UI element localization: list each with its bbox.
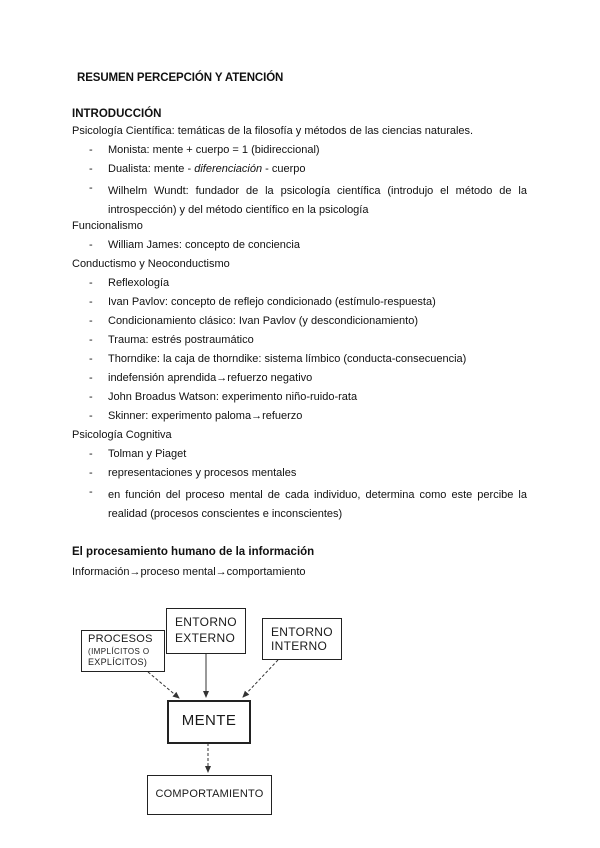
- list-dash: -: [89, 448, 93, 460]
- paragraph: Psicología Científica: temáticas de la filosofía y métodos de las ciencias naturales.: [72, 125, 474, 137]
- processing-line: Información→proceso mental→comportamiento: [72, 566, 306, 578]
- document-title: RESUMEN PERCEPCIÓN Y ATENCIÓN: [77, 72, 284, 84]
- list-dash: -: [89, 296, 93, 308]
- list-dash: -: [89, 277, 93, 289]
- comportamiento-label: COMPORTAMIENTO: [155, 788, 264, 800]
- list-item-text: Monista: mente + cuerpo = 1 (bidireccional): [108, 144, 320, 156]
- list-item-text: representaciones y procesos mentales: [108, 467, 297, 479]
- list-dash: -: [89, 467, 93, 479]
- list-dash: -: [89, 391, 93, 403]
- list-dash: -: [89, 144, 93, 156]
- list-item-text: Reflexología: [108, 277, 170, 289]
- list-dash: -: [89, 163, 93, 175]
- list-dash: -: [89, 486, 93, 498]
- mente-label: MENTE: [181, 712, 237, 729]
- arrow-interno-mente: [243, 660, 278, 697]
- externo-line1: ENTORNO: [175, 615, 237, 629]
- procesos-sub2: EXPLÍCITOS): [88, 657, 148, 667]
- list-item-text: Trauma: estrés postraumático: [108, 334, 254, 346]
- list-dash: -: [89, 182, 93, 194]
- list-item-text-part: Dualista: mente -: [108, 163, 195, 175]
- list-item-text: Thorndike: la caja de thorndike: sistema límbico (conducta-consecuencia): [108, 353, 467, 365]
- list-item-text: [108, 163, 306, 175]
- list-item-text: Tolman y Piaget: [108, 448, 187, 460]
- list-dash: -: [89, 239, 93, 251]
- processing-diagram: [78, 600, 378, 830]
- list-item-text: Wilhelm Wundt: fundador de la psicología científica (introdujo el método de la introspección) y del método científico en la psicología: [108, 185, 527, 216]
- paragraph: Funcionalismo: [72, 220, 143, 232]
- procesos-label: PROCESOS: [88, 633, 153, 645]
- paragraph: Psicología Cognitiva: [72, 429, 172, 441]
- list-item-text: Ivan Pavlov: concepto de reflejo condicionado (estímulo-respuesta): [108, 296, 436, 308]
- list-item-text: William James: concepto de conciencia: [108, 239, 300, 251]
- list-item-text: indefensión aprendida→refuerzo negativo: [108, 372, 313, 384]
- mente-box: [167, 700, 251, 744]
- list-item-text-part: - cuerpo: [262, 163, 306, 175]
- list-item-text: John Broadus Watson: experimento niño-ruido-rata: [108, 391, 358, 403]
- list-dash: -: [89, 334, 93, 346]
- comportamiento-box: [147, 775, 272, 815]
- interno-line1: ENTORNO: [271, 625, 333, 639]
- arrow-procesos-mente: [148, 672, 179, 698]
- paragraph: Conductismo y Neoconductismo: [72, 258, 230, 270]
- list-item-text: Condicionamiento clásico: Ivan Pavlov (y descondicionamiento): [108, 315, 418, 327]
- list-dash: -: [89, 372, 93, 384]
- entorno-externo-box: [166, 608, 246, 654]
- list-dash: -: [89, 410, 93, 422]
- list-item-text: en función del proceso mental de cada individuo, determina como este percibe la realidad (procesos conscientes e inconscientes): [108, 489, 527, 520]
- interno-line2: INTERNO: [271, 639, 328, 653]
- procesos-box: [81, 630, 165, 672]
- externo-line2: EXTERNO: [175, 631, 236, 645]
- list-dash: -: [89, 353, 93, 365]
- processing-heading: El procesamiento humano de la información: [72, 546, 315, 558]
- intro-heading: INTRODUCCIÓN: [72, 108, 162, 120]
- list-item-italic: diferenciación: [194, 163, 263, 175]
- procesos-sub1: (IMPLÍCITOS O: [88, 647, 150, 656]
- entorno-interno-box: [262, 618, 342, 660]
- list-item-text: Skinner: experimento paloma→refuerzo: [108, 410, 303, 422]
- list-dash: -: [89, 315, 93, 327]
